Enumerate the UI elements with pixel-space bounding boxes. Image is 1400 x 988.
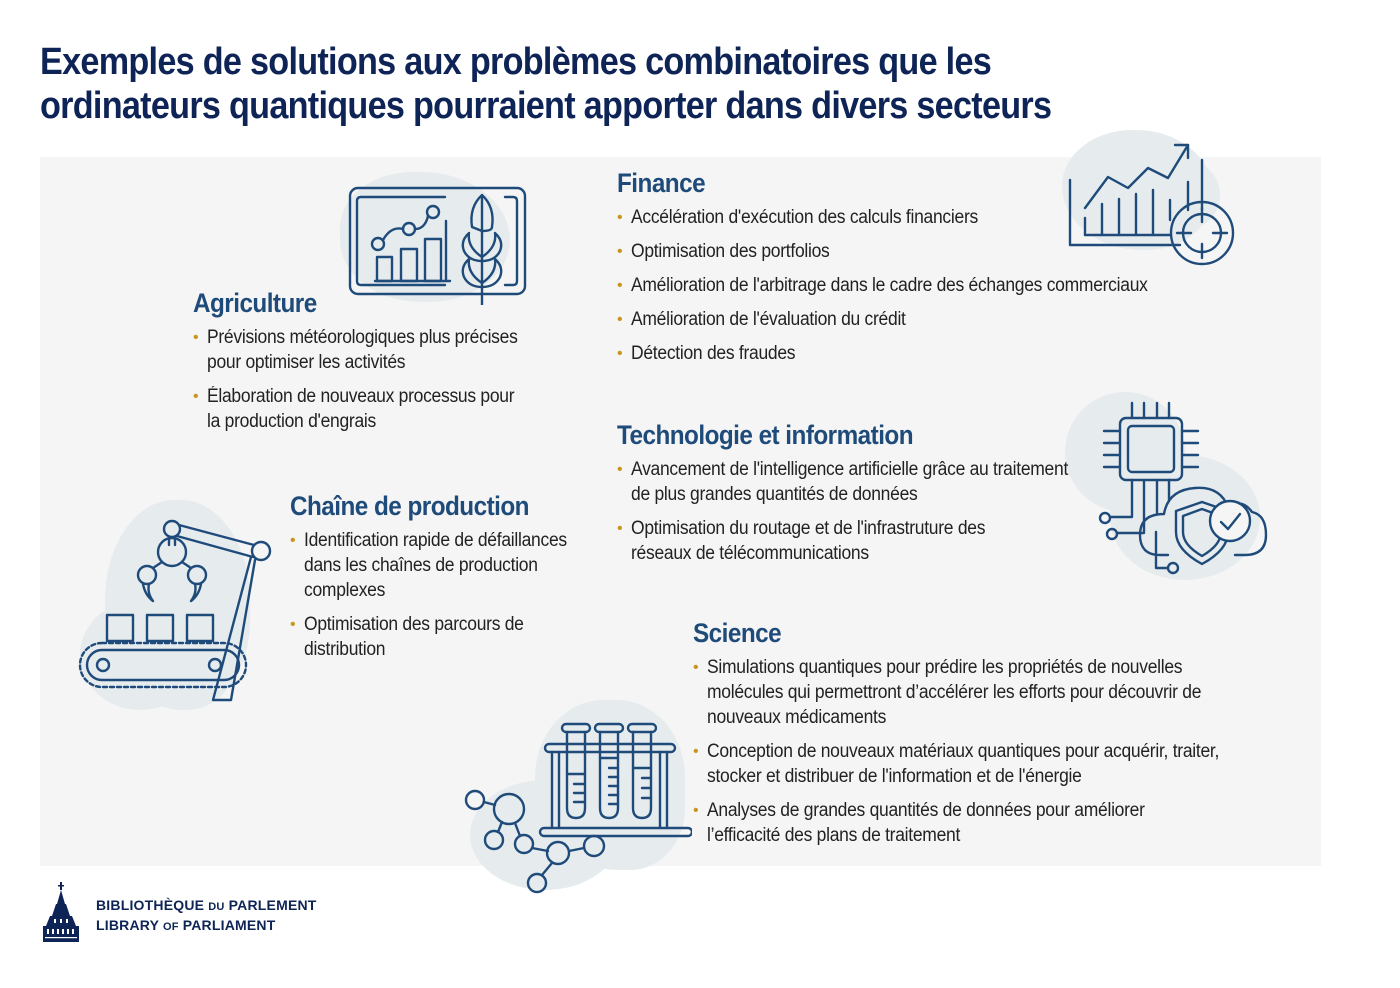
section-heading-production: Chaîne de production	[290, 491, 529, 521]
list-item: • Élaboration de nouveaux processus pour la production d'engrais	[193, 386, 515, 432]
technology-list	[617, 457, 1111, 566]
test-tubes-molecule-icon	[462, 718, 692, 898]
list-item: • Identification rapide de défaillances dans les chaînes de production complexes	[290, 530, 567, 601]
list-item: • Optimisation du routage et de l'infrastruture des réseaux de télécommunications	[617, 518, 986, 564]
science-list	[693, 655, 1307, 848]
logo-english-name: LIBRARY OF PARLIAMENT	[96, 916, 276, 933]
production-list	[290, 528, 594, 662]
parliament-library-dome-icon	[40, 882, 82, 949]
section-heading-agriculture: Agriculture	[193, 288, 317, 318]
list-item: • Amélioration de l'arbitrage dans le cadre des échanges commerciaux	[617, 275, 1148, 296]
list-item: • Avancement de l'intelligence artificielle grâce au traitement de plus grandes quantités de données	[617, 459, 1069, 505]
list-item: • Conception de nouveaux matériaux quantiques pour acquérir, traiter, stocker et distribuer de l'information et de l'énergie	[693, 741, 1220, 787]
section-heading-finance: Finance	[617, 168, 706, 198]
list-item: • Optimisation des parcours de distribution	[290, 614, 524, 660]
section-agriculture	[193, 287, 573, 443]
list-item: • Analyses de grandes quantités de données pour améliorer l’efficacité des plans de traitement	[693, 800, 1145, 846]
list-item: • Amélioration de l'évaluation du crédit	[617, 309, 906, 330]
list-item: • Simulations quantiques pour prédire les propriétés de nouvelles molécules qui permettront d’accélérer les efforts pour découvrir de nouveaux médicaments	[693, 657, 1202, 728]
list-item: • Optimisation des portfolios	[617, 241, 830, 262]
section-science	[693, 617, 1307, 857]
library-of-parliament-logo	[40, 882, 317, 949]
robot-arm-conveyor-icon	[75, 505, 285, 705]
agriculture-list	[193, 325, 573, 434]
logo-french-name: BIBLIOTHÈQUE DU PARLEMENT	[96, 896, 317, 913]
section-production	[290, 490, 594, 671]
title-line-2: ordinateurs quantiques pourraient apporter dans divers secteurs	[40, 85, 1052, 127]
finance-list	[617, 205, 1193, 366]
section-heading-technology: Technologie et information	[617, 420, 914, 450]
logo-wordmark	[96, 896, 317, 936]
list-item: • Détection des fraudes	[617, 343, 796, 364]
list-item: • Accélération d'exécution des calculs financiers	[617, 207, 978, 228]
title-line-1: Exemples de solutions aux problèmes combinatoires que les	[40, 41, 992, 83]
page-title	[40, 40, 1210, 128]
list-item: • Prévisions météorologiques plus précises pour optimiser les activités	[193, 327, 518, 373]
section-heading-science: Science	[693, 618, 782, 648]
section-finance	[617, 167, 1193, 375]
section-technology	[617, 419, 1111, 575]
